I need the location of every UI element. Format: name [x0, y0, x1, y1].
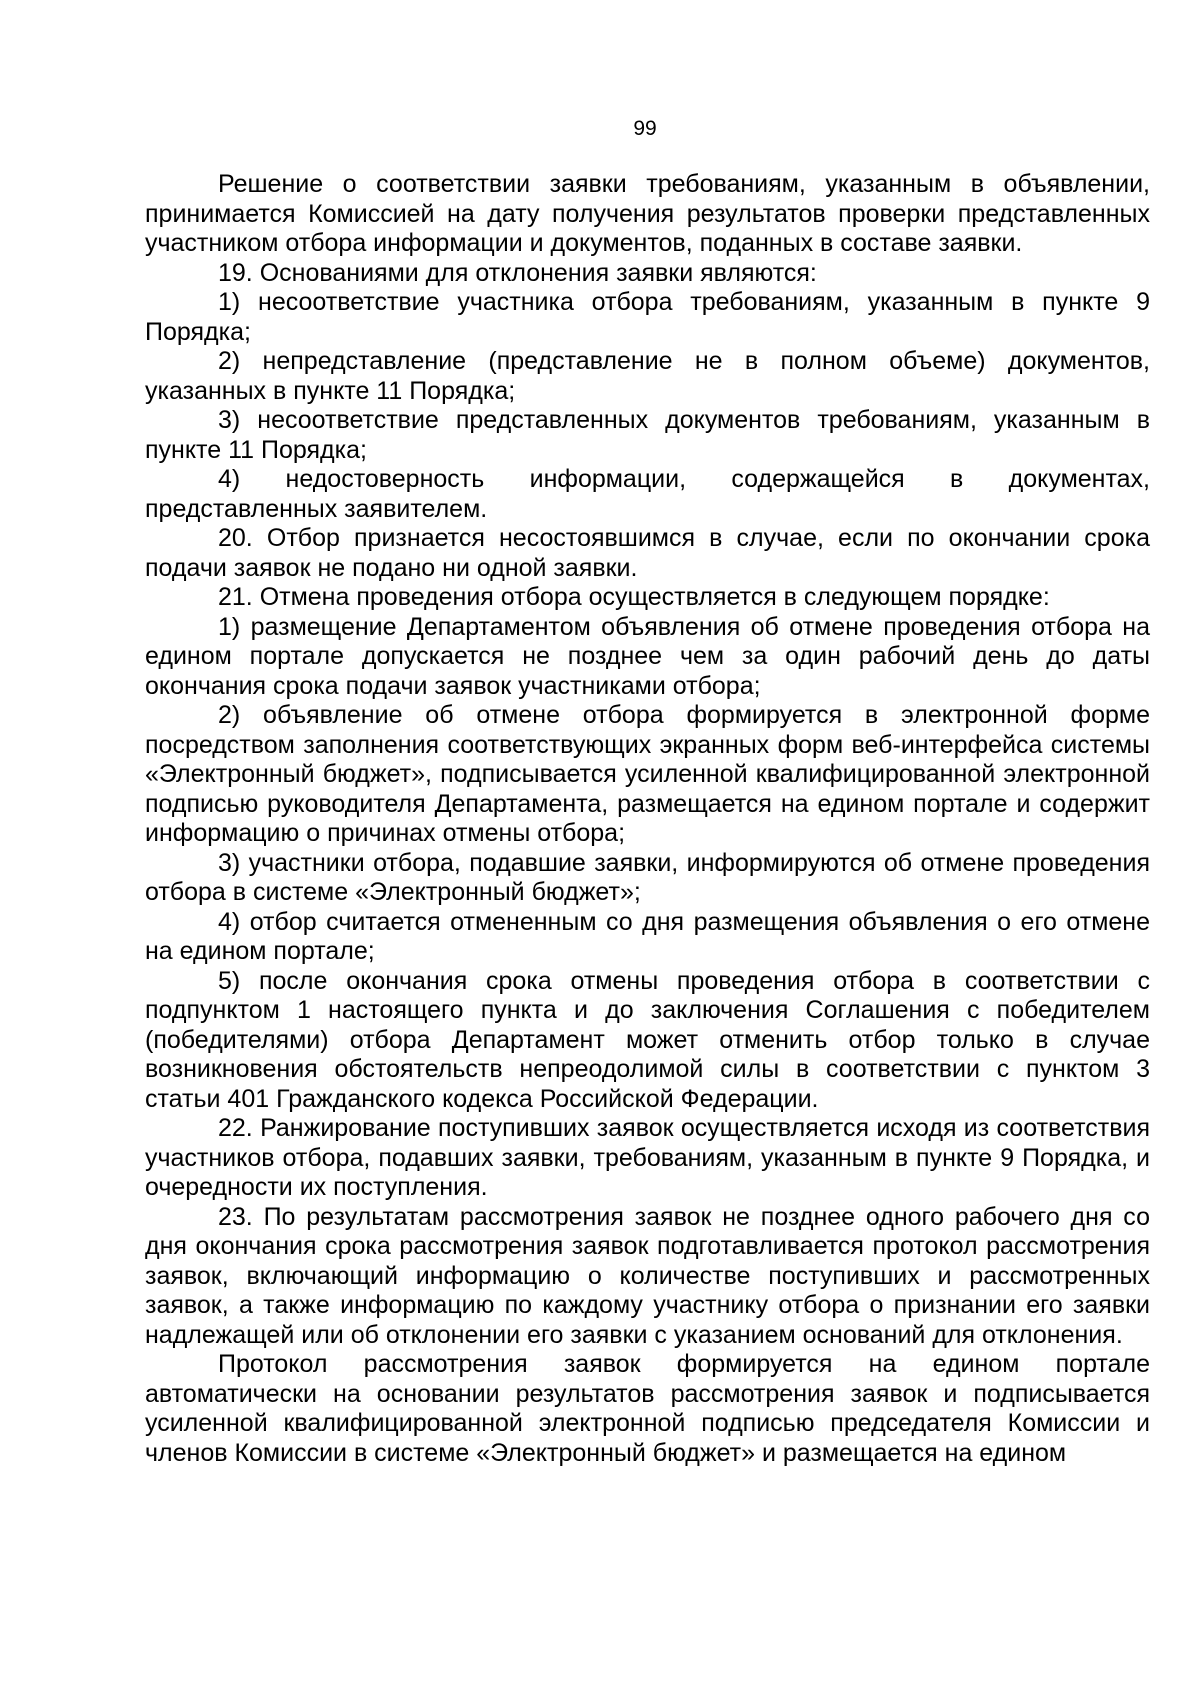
document-body	[145, 170, 1150, 1468]
paragraph-19-item-4: 4) недостоверность информации, содержащейся в документах, представленных заявителем.	[145, 465, 1150, 523]
paragraph-21-item-1: 1) размещение Департаментом объявления об отмене проведения отбора на едином портале допускается не позднее чем за один рабочий день до даты окончания срока подачи заявок участниками отбора;	[145, 612, 1150, 700]
paragraph-21-item-4: 4) отбор считается отмененным со дня размещения объявления о его отмене на едином портале;	[145, 907, 1150, 965]
paragraph-protocol-publication: Протокол рассмотрения заявок формируется на едином портале автоматически на основании результатов рассмотрения заявок и подписывается усиленной квалифицированной электронной подписью председателя Комиссии и членов Комиссии в системе «Электронный бюджет» и размещается на едином	[145, 1350, 1150, 1467]
paragraph-22-ranking: 22. Ранжирование поступивших заявок осуществляется исходя из соответствия участников отбора, подавших заявки, требованиям, указанным в пункте 9 Порядка, и очередности их поступления.	[145, 1114, 1150, 1201]
paragraph-19-item-3: 3) несоответствие представленных документов требованиям, указанным в пункте 11 Порядка;	[145, 406, 1150, 464]
paragraph-21-item-2: 2) объявление об отмене отбора формируется в электронной форме посредством заполнения соответствующих экранных форм веб-интерфейса системы «Электронный бюджет», подписывается усиленной квалифицированной электронной подписью руководителя Департамента, размещается на едином портале и содержит информацию о причинах отмены отбора;	[145, 701, 1150, 847]
paragraph-23-review-protocol: 23. По результатам рассмотрения заявок не позднее одного рабочего дня со дня окончания срока рассмотрения заявок подготавливается протокол рассмотрения заявок, включающий информацию о количестве поступивших и рассмотренных заявок, а также информацию по каждому участнику отбора о признании его заявки надлежащей или об отклонении его заявки с указанием оснований для отклонения.	[145, 1202, 1150, 1349]
paragraph-19-item-2: 2) непредставление (представление не в полном объеме) документов, указанных в пункте 11 Порядка;	[145, 347, 1150, 405]
paragraph-20-failed-selection: 20. Отбор признается несостоявшимся в случае, если по окончании срока подачи заявок не подано ни одной заявки.	[145, 524, 1150, 582]
paragraph-decision-on-application: Решение о соответствии заявки требованиям, указанным в объявлении, принимается Комиссией на дату получения результатов проверки представленных участником отбора информации и документов, поданных в составе заявки.	[145, 170, 1150, 257]
paragraph-21-item-3: 3) участники отбора, подавшие заявки, информируются об отмене проведения отбора в системе «Электронный бюджет»;	[145, 848, 1150, 906]
page-number: 99	[633, 117, 657, 140]
paragraph-19-rejection-grounds: 19. Основаниями для отклонения заявки являются:	[218, 258, 817, 287]
paragraph-21-cancellation: 21. Отмена проведения отбора осуществляется в следующем порядке:	[218, 583, 1050, 611]
paragraph-19-item-1: 1) несоответствие участника отбора требованиям, указанным в пункте 9 Порядка;	[145, 288, 1150, 346]
paragraph-21-item-5: 5) после окончания срока отмены проведения отбора в соответствии с подпунктом 1 настоящего пункта и до заключения Соглашения с победителем (победителями) отбора Департамент может отменить отбор только в случае возникновения обстоятельств непреодолимой силы в соответствии с пунктом 3 статьи 401 Гражданского кодекса Российской Федерации.	[145, 966, 1150, 1113]
